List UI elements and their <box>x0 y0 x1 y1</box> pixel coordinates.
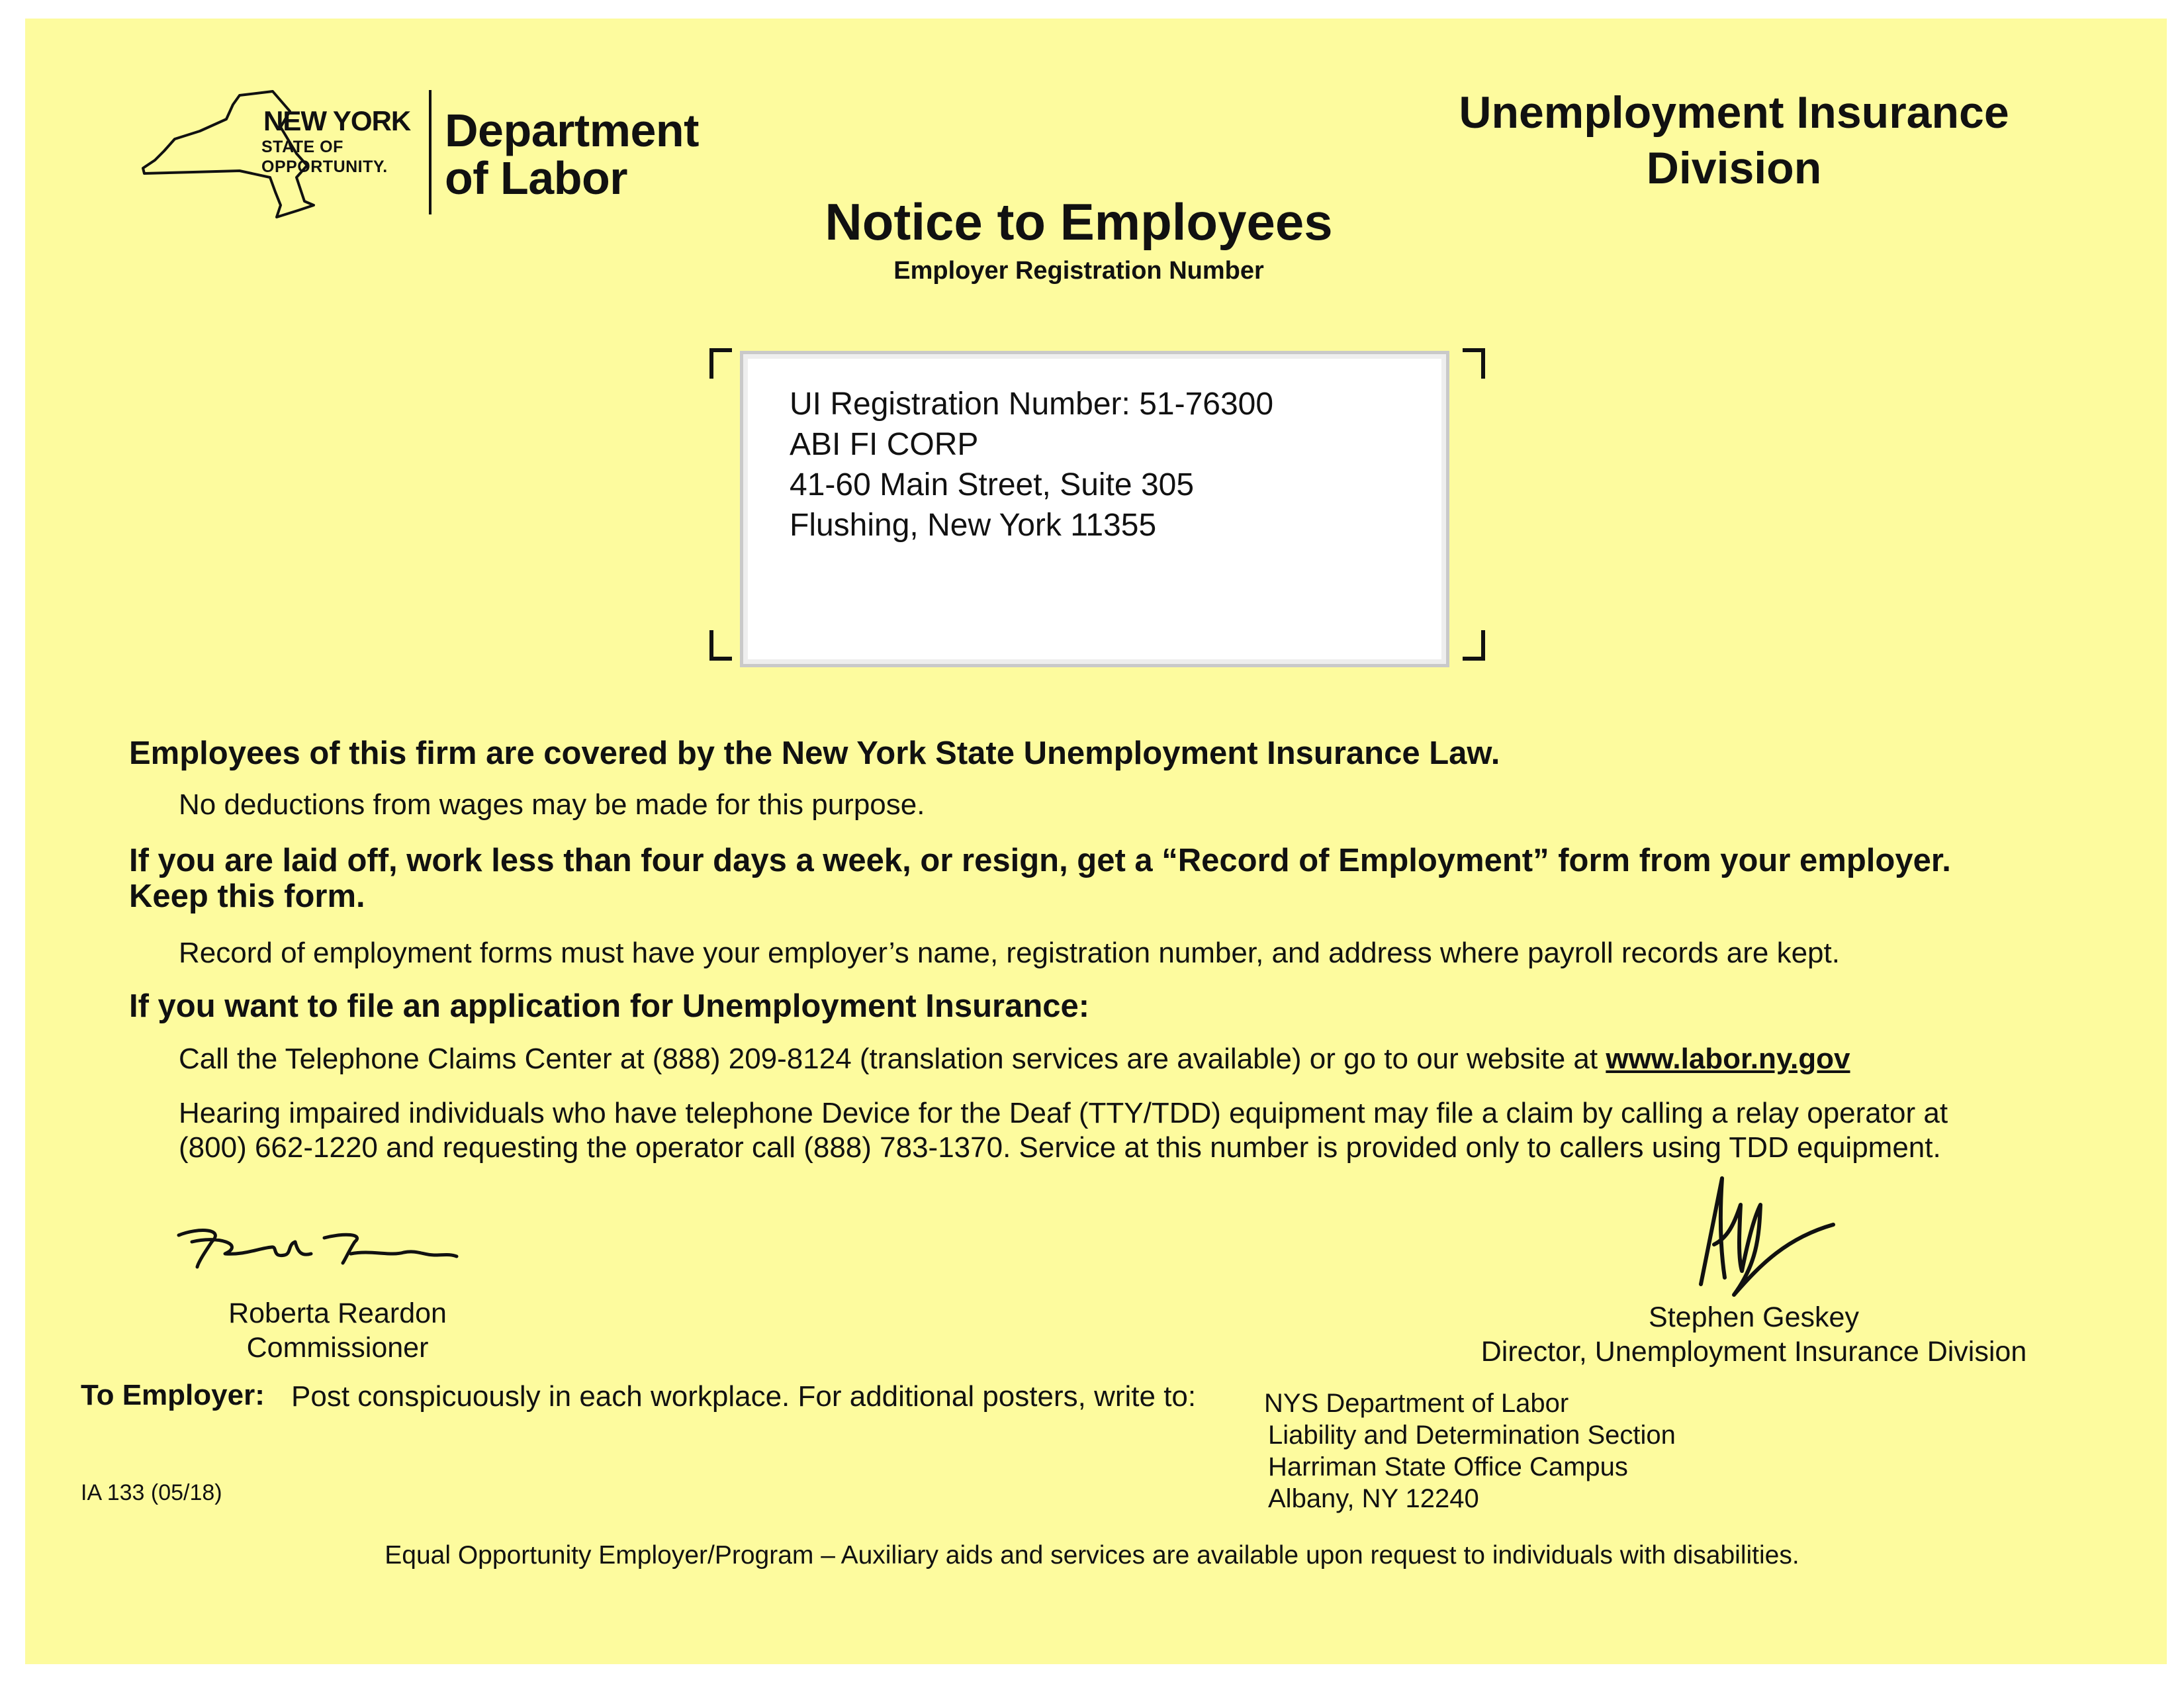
corner-mark-top-left <box>709 348 732 379</box>
division-line1: Unemployment Insurance <box>1459 87 2009 138</box>
division-line2: Division <box>1646 143 1822 193</box>
logo-department-line2: of Labor <box>445 152 627 204</box>
website-link[interactable]: www.labor.ny.gov <box>1606 1043 1850 1075</box>
director-block <box>1449 1300 2058 1369</box>
registration-box <box>740 351 1449 667</box>
record-heading-line2: Keep this form. <box>129 878 365 914</box>
logo-state-name: NEW YORK <box>263 105 411 136</box>
corner-mark-top-right <box>1463 348 1485 379</box>
division-heading <box>1370 85 2098 196</box>
address-line-2: Liability and Determination Section <box>1268 1421 1676 1450</box>
logo-state-line1: STATE OF <box>261 138 343 156</box>
equal-opportunity-footer: Equal Opportunity Employer/Program – Auxiliary aids and services are available upon request to individuals with disabilities. <box>385 1541 1799 1570</box>
address-line-4: Albany, NY 12240 <box>1268 1484 1479 1513</box>
commissioner-signature <box>172 1215 463 1282</box>
corner-mark-bottom-right <box>1463 630 1485 661</box>
logo-divider <box>429 90 432 214</box>
director-title: Director, Unemployment Insurance Division <box>1480 1336 2027 1368</box>
employer-street: 41-60 Main Street, Suite 305 <box>790 467 1195 502</box>
registration-number: UI Registration Number: 51-76300 <box>790 387 1274 422</box>
director-signature <box>1688 1165 1846 1297</box>
commissioner-name: Roberta Reardon <box>228 1297 447 1329</box>
corner-mark-bottom-left <box>709 630 732 661</box>
claims-center-prefix: Call the Telephone Claims Center at (888) 209-8124 (translation services are available) or go to our website at <box>179 1043 1606 1075</box>
director-name: Stephen Geskey <box>1649 1301 1859 1333</box>
to-employer-label: To Employer: <box>81 1379 265 1411</box>
employer-city: Flushing, New York 11355 <box>790 508 1157 543</box>
claims-center-text <box>179 1042 1850 1076</box>
address-line-3: Harriman State Office Campus <box>1268 1452 1628 1481</box>
form-code: IA 133 (05/18) <box>81 1480 222 1505</box>
application-heading: If you want to file an application for Unemployment Insurance: <box>129 988 1090 1024</box>
hearing-impaired-line2: (800) 662-1220 and requesting the operator call (888) 783-1370. Service at this number is provided only to callers using TDD equipment. <box>179 1131 1941 1164</box>
address-line-1: NYS Department of Labor <box>1264 1389 1569 1418</box>
mailing-address <box>1264 1387 1676 1515</box>
logo-department-line1: Department <box>445 105 699 156</box>
record-heading-line1: If you are laid off, work less than four days a week, or resign, get a “Record of Employment” form from your employer. <box>129 843 1951 878</box>
record-forms-text: Record of employment forms must have your employer’s name, registration number, and address where payroll records are kept. <box>179 937 1840 969</box>
coverage-heading: Employees of this firm are covered by the New York State Unemployment Insurance Law. <box>129 735 1500 771</box>
notice-subtitle: Employer Registration Number <box>893 257 1264 285</box>
hearing-impaired-line1: Hearing impaired individuals who have telephone Device for the Deaf (TTY/TDD) equipment may file a claim by calling a relay operator at <box>179 1097 1948 1129</box>
to-employer-text: Post conspicuously in each workplace. For additional posters, write to: <box>291 1380 1197 1413</box>
logo-state-line2: OPPORTUNITY. <box>261 158 388 176</box>
commissioner-block <box>172 1296 503 1365</box>
commissioner-title: Commissioner <box>246 1332 429 1364</box>
employer-name: ABI FI CORP <box>790 427 979 462</box>
deductions-text: No deductions from wages may be made for this purpose. <box>179 788 925 821</box>
notice-title: Notice to Employees <box>825 193 1333 251</box>
